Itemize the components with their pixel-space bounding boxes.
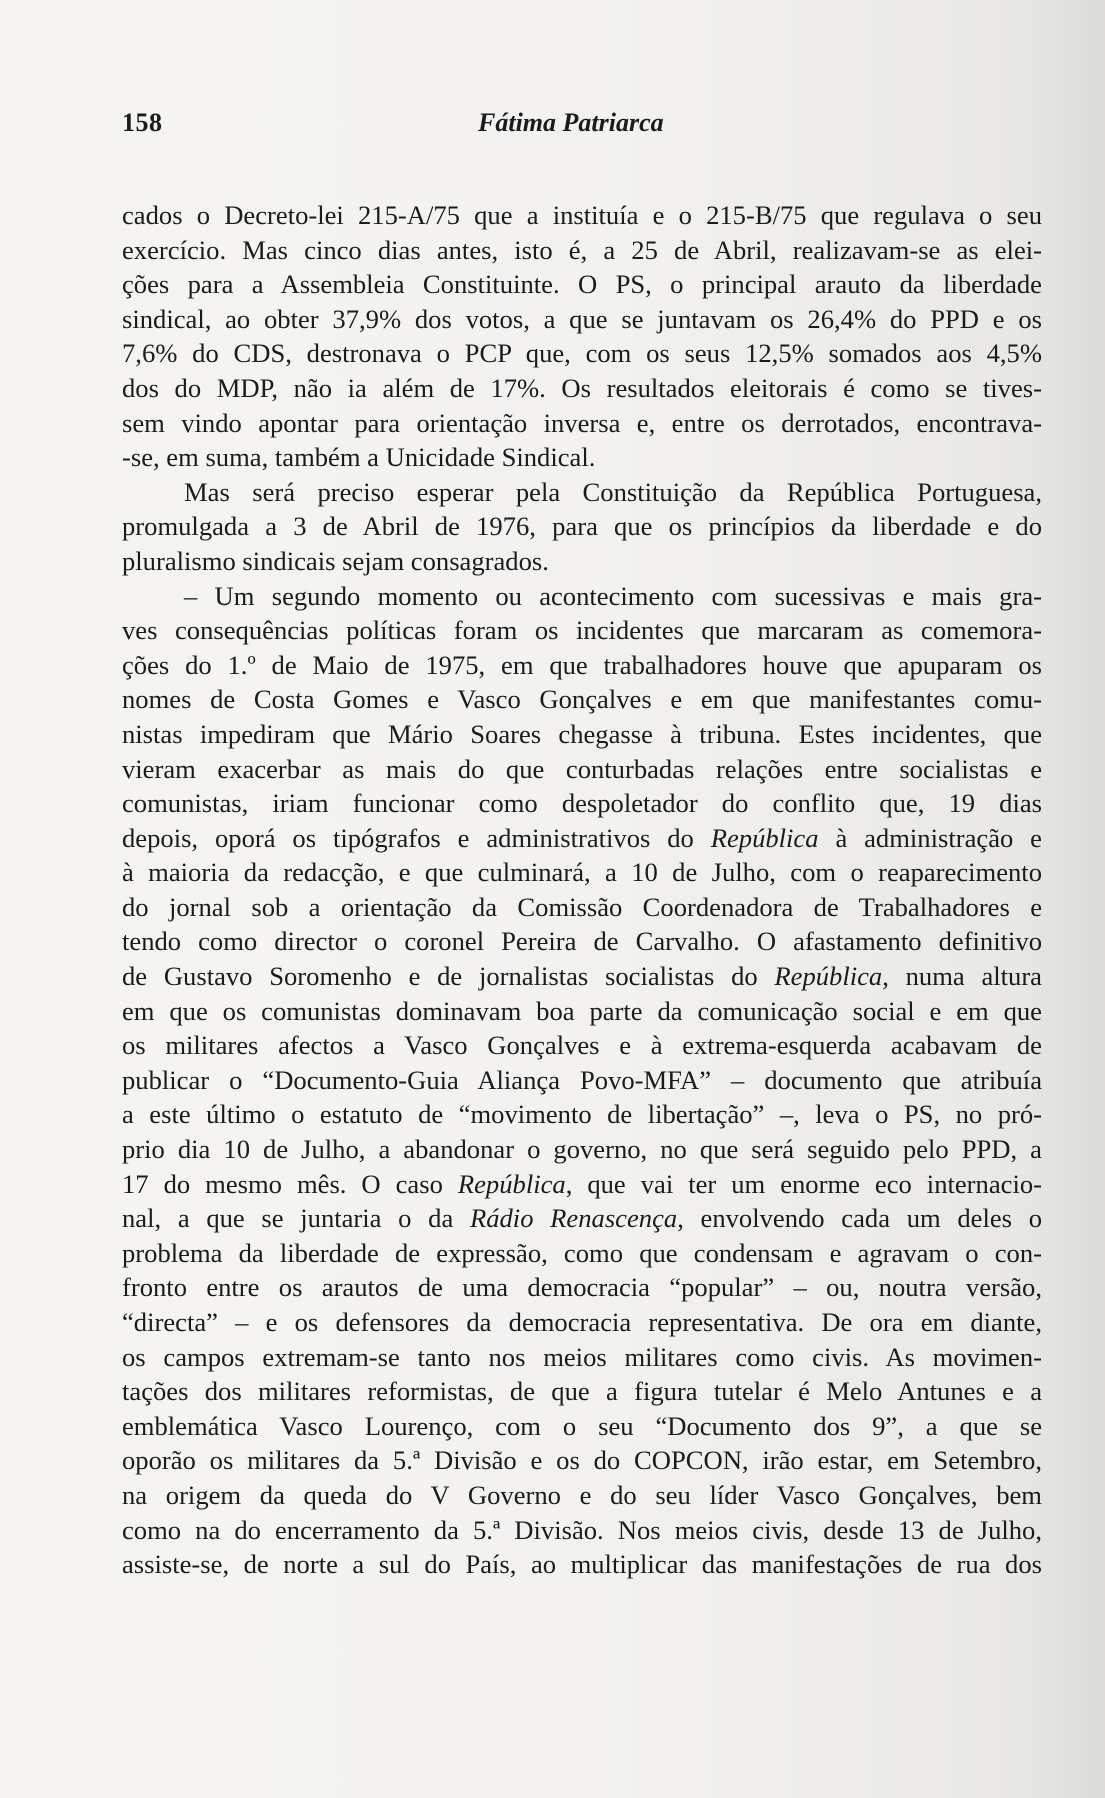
text-line: [122, 1201, 1042, 1236]
text-line: prio dia 10 de Julho, a abandonar o governo, no que será seguido pelo PPD, a: [122, 1134, 1042, 1165]
text-line: problema da liberdade de expressão, como que condensam e agravam o con-: [122, 1237, 1042, 1268]
italic-title: República: [710, 822, 819, 853]
text-line: nomes de Costa Gomes e Vasco Gonçalves e em que manifestantes comu-: [122, 684, 1042, 715]
text-line: oporão os militares da 5.ª Divisão e os do COPCON, irão estar, em Setembro,: [122, 1445, 1042, 1476]
text-line: à maioria da redacção, e que culminará, a 10 de Julho, com o reaparecimento: [122, 857, 1042, 888]
text-line: na origem da queda do V Governo e do seu líder Vasco Gonçalves, bem: [122, 1479, 1042, 1510]
text-line: promulgada a 3 de Abril de 1976, para que os princípios da liberdade e do: [122, 511, 1042, 542]
text-segment: , que vai ter um enorme eco internacio-: [565, 1168, 1042, 1199]
text-line: comunistas, iriam funcionar como despoletador do conflito que, 19 dias: [122, 788, 1042, 819]
italic-title: Rádio Renascença: [469, 1203, 678, 1234]
italic-title: República: [457, 1168, 566, 1199]
body-text: [122, 198, 1042, 1582]
text-segment: , numa altura: [882, 961, 1042, 992]
text-segment: à administração e: [818, 822, 1042, 853]
text-line: Mas será preciso esperar pela Constituição da República Portuguesa,: [184, 476, 1042, 507]
text-line: pluralismo sindicais sejam consagrados.: [122, 545, 549, 576]
text-line: 7,6% do CDS, destronava o PCP que, com os seus 12,5% somados aos 4,5%: [122, 338, 1042, 369]
text-line: ções para a Assembleia Constituinte. O PS, o principal arauto da liberdade: [122, 269, 1042, 300]
text-line: ves consequências políticas foram os incidentes que marcaram as comemora-: [122, 615, 1042, 646]
text-line: emblemática Vasco Lourenço, com o seu “Documento dos 9”, a que se: [122, 1410, 1042, 1441]
text-line: os campos extremam-se tanto nos meios militares como civis. As movimen-: [122, 1341, 1042, 1372]
page-number: 158: [122, 108, 163, 137]
text-line: “directa” – e os defensores da democracia representativa. De ora em diante,: [122, 1307, 1042, 1337]
text-segment: depois, oporá os tipógrafos e administrativos do: [122, 822, 711, 853]
italic-title: República: [774, 961, 883, 992]
text-line: fronto entre os arautos de uma democracia “popular” – ou, noutra versão,: [122, 1272, 1042, 1303]
text-segment: nal, a que se juntaria o da: [122, 1203, 470, 1234]
text-line: do jornal sob a orientação da Comissão Coordenadora de Trabalhadores e: [122, 891, 1042, 922]
text-line: sem vindo apontar para orientação inversa e, entre os derrotados, encontrava-: [122, 407, 1042, 438]
text-segment: 17 do mesmo mês. O caso: [122, 1168, 458, 1199]
text-line: tações dos militares reformistas, de que a figura tutelar é Melo Antunes e a: [122, 1376, 1042, 1407]
text-line: tendo como director o coronel Pereira de Carvalho. O afastamento definitivo: [122, 926, 1042, 957]
text-segment: de Gustavo Soromenho e de jornalistas socialistas do: [122, 961, 775, 992]
text-line: a este último o estatuto de “movimento de libertação” –, leva o PS, no pró-: [122, 1099, 1042, 1130]
text-line: [122, 1167, 1042, 1202]
text-line: dos do MDP, não ia além de 17%. Os resultados eleitorais é como se tives-: [122, 372, 1042, 403]
running-head: Fátima Patriarca: [478, 108, 664, 137]
text-line: publicar o “Documento-Guia Aliança Povo-MFA” – documento que atribuía: [122, 1064, 1042, 1095]
text-line: – Um segundo momento ou acontecimento com sucessivas e mais gra-: [184, 580, 1042, 611]
text-line: sindical, ao obter 37,9% dos votos, a que se juntavam os 26,4% do PPD e os: [122, 303, 1042, 334]
text-line: ções do 1.º de Maio de 1975, em que trabalhadores houve que apuparam os: [122, 649, 1042, 680]
text-line: -se, em suma, também a Unicidade Sindical.: [122, 442, 596, 473]
text-line: vieram exacerbar as mais do que conturbadas relações entre socialistas e: [122, 753, 1042, 784]
text-line: exercício. Mas cinco dias antes, isto é, a 25 de Abril, realizavam-se as elei-: [122, 234, 1042, 265]
text-line: os militares afectos a Vasco Gonçalves e à extrema-esquerda acabavam de: [122, 1030, 1042, 1061]
text-line: nistas impediram que Mário Soares chegasse à tribuna. Estes incidentes, que: [122, 718, 1042, 749]
page-header: [122, 108, 1042, 144]
text-line: cados o Decreto-lei 215-A/75 que a instituía e o 215-B/75 que regulava o seu: [122, 200, 1042, 230]
text-line: [122, 821, 1042, 856]
text-line: [122, 959, 1042, 994]
text-line: como na do encerramento da 5.ª Divisão. Nos meios civis, desde 13 de Julho,: [122, 1514, 1042, 1545]
text-segment: , envolvendo cada um deles o: [677, 1203, 1042, 1234]
text-line: em que os comunistas dominavam boa parte da comunicação social e em que: [122, 995, 1042, 1026]
text-line: assiste-se, de norte a sul do País, ao multiplicar das manifestações de rua dos: [122, 1549, 1042, 1580]
